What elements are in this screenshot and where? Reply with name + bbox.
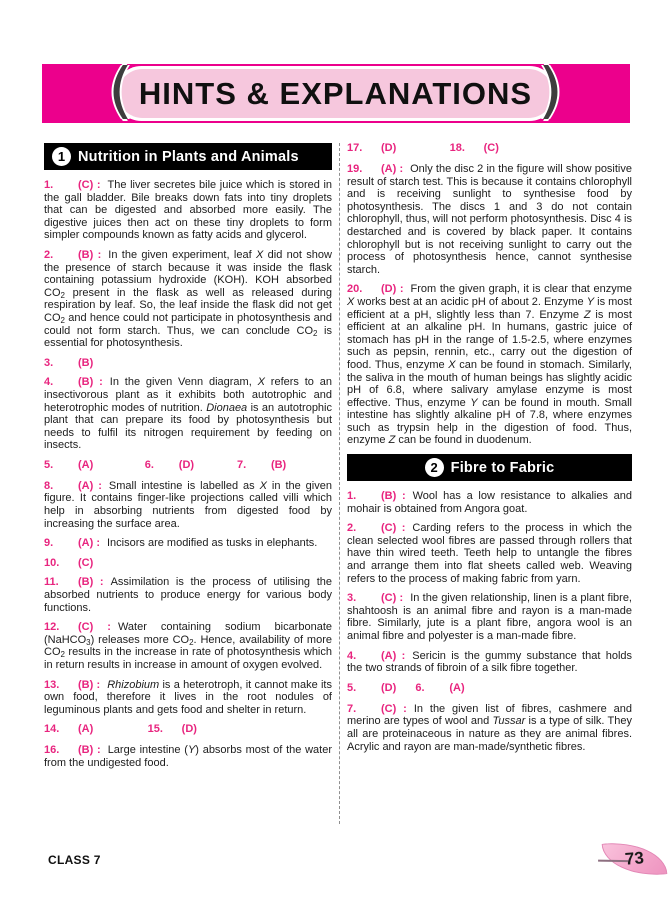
answer-cell [237, 459, 332, 472]
item-number: 20. [347, 283, 363, 296]
subscript-text: 3 [86, 637, 91, 647]
right-parenthesis-decoration: ) [538, 55, 563, 126]
answer-key: (D) [381, 142, 397, 154]
item-number: 15. [147, 723, 163, 736]
explanation-item [44, 179, 332, 242]
subscript-text: 2 [189, 637, 194, 647]
explanation-item [44, 576, 332, 614]
italic-term: X [259, 479, 267, 492]
text-run: Large intestine ( [107, 744, 188, 757]
answer-key: (A) : [78, 479, 102, 492]
page-number: 73 [624, 848, 645, 869]
text-run: Only the disc 2 in the figure will show positive result of starch test. This is because it contains chlorophyll and is receiving sunlight to synthesise food by photosynthesis. The discs 1 and 3 do not contain chlorophyll, thus, will not perform photosynthesis. Disc 4 is destarched and is covered by black paper. It contains chlorophyll but is not receiving sunlight to carry out the process of photosynthesis hence, cannot synthesise starch. [347, 163, 632, 276]
text-run: Water containing sodium bicarbonate (NaHCO [44, 621, 332, 646]
item-number: 19. [347, 163, 363, 175]
text-run: is most efficient at an alkaline pH. In humans, gastric juice of stomach has pH in the range of 1.5-2.5, where enzymes such as pepsin, rennin, etc., carry out the digestion of food. Thus, enzyme [347, 308, 632, 371]
banner-band [42, 55, 630, 126]
item-number: 4. [347, 649, 357, 662]
text-run: In the given Venn diagram, [109, 376, 258, 389]
answer-cell [44, 459, 145, 472]
answer-key: (A) [78, 458, 94, 471]
subscript-text: 2 [60, 650, 65, 660]
item-number: 6. [144, 458, 154, 471]
leaf-shape [602, 838, 668, 879]
explanation-item [347, 592, 632, 642]
left-column [44, 141, 332, 777]
answer-key: (A) [78, 723, 94, 736]
explanation-item [347, 703, 632, 753]
explanation-item [44, 537, 332, 550]
text-run: can be found in mouth. Small intestine has slightly alkaline pH of 7.8, where enzymes such as trypsin help in the digestion of food. Thus, enzyme [347, 396, 633, 447]
italic-term: Z [388, 434, 396, 447]
item-number: 5. [44, 458, 54, 471]
item-number: 10. [44, 556, 60, 569]
section-title: Nutrition in Plants and Animals [78, 148, 299, 165]
text-run: In the given list of fibres, cashmere and merino are types of wool and [347, 702, 632, 728]
answer-key: (B) [78, 356, 94, 369]
answers-row [347, 142, 632, 155]
answer-key: (A) [449, 681, 465, 694]
footer-class-label: CLASS 7 [48, 853, 101, 867]
explanation-item [44, 679, 332, 717]
explanation-item [347, 650, 632, 675]
subscript-text: 2 [60, 290, 65, 300]
text-run: In the given relationship, linen is a plant fibre, shahtoosh is an animal fibre and rayon is a man-made fibre. Similarly, jute is a plant fibre, angora wool is an animal fibre and polyester is a man-made fibre. [347, 592, 632, 642]
item-number: 7. [347, 702, 357, 715]
answer-key: (B) : [78, 678, 101, 691]
page-number-leaf [601, 837, 669, 883]
item-number: 3. [44, 356, 54, 369]
text-run: ) absorbs most of the water from the undigested food. [44, 744, 333, 769]
item-number: 2. [44, 248, 54, 261]
text-run: did not show the presence of starch because it was inside the flask containing potassium hydroxide (KOH). KOH absorbed CO [44, 248, 332, 299]
text-run: Sericin is the gummy substance that holds the two strands of fibroin of a silk fibre together. [347, 649, 633, 675]
explanation-item [44, 744, 332, 769]
text-run: . Hence, availability of more CO [44, 633, 332, 659]
subscript-text: 2 [313, 328, 318, 338]
section-header [44, 143, 332, 170]
answers-row [44, 723, 332, 736]
section-number-badge: 2 [425, 458, 444, 477]
text-run: In the given experiment, leaf [108, 248, 256, 261]
answers-row [44, 459, 332, 472]
answer-key: (C) : [78, 621, 111, 634]
item-number: 16. [44, 744, 60, 757]
explanation-item [347, 490, 632, 515]
answer-key: (A) : [381, 163, 404, 175]
italic-term: X [257, 376, 265, 389]
answer-key: (C) : [381, 592, 404, 605]
item-number: 12. [44, 621, 60, 634]
italic-term: Y [470, 396, 478, 409]
item-number: 9. [44, 537, 54, 550]
answer-key: (C) [483, 142, 499, 154]
explanation-item [347, 522, 632, 585]
explanation-item [44, 376, 332, 452]
leaf-stem-decoration [598, 859, 628, 862]
explanation-item [44, 621, 332, 671]
text-run: can be found in duodenum. [395, 434, 532, 447]
item-number: 13. [44, 678, 60, 691]
explanation-item [44, 357, 332, 370]
text-run: results in the increase in rate of photosynthesis which in return results in increase in amount of oxygen evolved. [44, 646, 332, 671]
item-number: 1. [44, 179, 54, 191]
text-run: can be found in stomach. Similarly, the saliva in the mouth of human beings has slightly acidic pH of 6.8, where salivary amylase enzyme is most effective. Thus, enzyme [347, 358, 632, 409]
answer-key: (D) [181, 723, 197, 736]
explanation-item [347, 163, 632, 276]
answer-cell [347, 682, 415, 695]
explanation-item [44, 249, 332, 350]
banner-pill-outline [114, 66, 557, 121]
answer-key: (D) [381, 681, 397, 694]
text-run: Incisors are modified as tusks in elephants. [107, 537, 318, 550]
answer-key: (B) : [78, 248, 102, 261]
answer-key: (D) [178, 458, 195, 471]
answer-cell [44, 723, 148, 736]
text-run: in the given figure. It contains finger-like projections called villi which help in absorbing nutrients from digested food by increasing the surface area. [44, 479, 332, 530]
text-run: works best at an acidic pH of about 2. Enzyme [354, 295, 587, 308]
answers-row [347, 682, 632, 695]
banner-pill [118, 69, 553, 118]
text-run: Small intestine is labelled as [108, 479, 260, 492]
item-number: 6. [415, 681, 425, 694]
text-run: refers to an insectivorous plant as it exhibits both autotrophic and heterotrophic modes of nutrition. [44, 376, 332, 414]
right-column [347, 141, 632, 760]
item-number: 1. [347, 490, 357, 503]
italic-term: Z [583, 308, 591, 321]
text-run: Carding refers to the process in which the clean selected wool fibres are passed through rollers that have thin wired teeth. Teeth help to untangle the fibres and arrange them into flat sheets called web. Weaving refers to the process of making fabric from yarn. [347, 522, 632, 585]
page-title: HINTS & EXPLANATIONS [138, 75, 533, 111]
answer-cell [347, 142, 450, 155]
answer-cell [145, 459, 237, 472]
answer-key: (B) : [381, 490, 406, 503]
answer-key: (A) : [78, 537, 100, 550]
item-number: 7. [236, 458, 247, 471]
italic-term: X [448, 358, 456, 371]
answer-key: (C) : [381, 702, 407, 715]
item-number: 5. [347, 681, 357, 694]
item-number: 3. [347, 592, 357, 605]
answer-key: (B) : [78, 376, 103, 389]
italic-term: Rhizobium [107, 678, 160, 691]
explanation-item [347, 283, 632, 447]
italic-term: X [255, 248, 264, 261]
section-number-badge: 1 [52, 147, 71, 166]
subscript-text: 2 [60, 315, 65, 325]
section-title: Fibre to Fabric [450, 459, 555, 476]
explanation-item [44, 557, 332, 570]
text-run: Assimilation is the process of utilising the absorbed nutrients to produce energy for various body functions. [44, 576, 332, 614]
two-column-layout [44, 141, 632, 824]
item-number: 2. [347, 522, 357, 535]
item-number: 11. [44, 576, 59, 589]
column-divider [339, 143, 340, 824]
answer-key: (B) : [78, 576, 104, 589]
item-number: 18. [449, 142, 465, 154]
italic-term: Tussar [492, 715, 526, 728]
left-parenthesis-decoration: ( [108, 55, 133, 126]
item-number: 14. [44, 723, 60, 736]
answer-cell [415, 682, 632, 695]
answer-key: (C) : [78, 179, 101, 191]
answer-key: (C) : [381, 522, 406, 535]
answer-cell [148, 723, 332, 736]
item-number: 8. [44, 479, 54, 492]
italic-term: Dionaea [206, 401, 248, 414]
section-header [347, 454, 632, 481]
answer-cell [450, 142, 632, 155]
answer-key: (B) : [78, 744, 101, 757]
answer-key: (D) : [381, 283, 404, 296]
item-number: 4. [44, 376, 54, 389]
answer-key: (B) [270, 458, 287, 471]
text-run: is an autotrophic plant that can prepare its food by photosynthesis but needs to fulfil its nitrogen requirement by feeding on insects. [44, 401, 332, 452]
text-run: is essential for photosynthesis. [44, 324, 332, 350]
text-run: is most efficient at a pH, slightly less than 7. Enzyme [347, 295, 632, 321]
text-run: Wool has a low resistance to alkalies and mohair is obtained from Angora goat. [347, 490, 632, 515]
text-run: present in the flask as well as released during respiration by leaf. So, the leaf inside the flask did not get CO [44, 286, 332, 324]
italic-term: Y [586, 295, 595, 308]
answer-key: (A) : [381, 649, 406, 662]
italic-term: Y [187, 744, 196, 757]
text-run: is a type of silk. They all are proteinaceous in nature as they are animal fibres. Acrylic and rayon are man-made/synthetic fibres. [347, 715, 632, 753]
explanation-item [44, 480, 332, 530]
text-run: is a heterotroph, it cannot make its own food, therefore it lives in the root nodules of leguminous plants and gets food and shelter in return. [44, 678, 332, 716]
text-run: From the given graph, it is clear that enzyme [410, 283, 632, 296]
text-run: The liver secretes bile juice which is stored in the gall bladder. Bile breaks down fats into tiny droplets that can be digested and absorbed more easily. The digestive juices then act on these tiny droplets to form simpler compounds known as fatty acids and glycerol. [44, 179, 332, 242]
text-run: and hence could not participate in photosynthesis and could not form starch. Thus, we can conclude CO [44, 311, 332, 337]
item-number: 17. [347, 142, 363, 154]
answer-key: (C) [78, 556, 94, 569]
text-run: ) releases more CO [90, 633, 190, 646]
italic-term: X [347, 295, 355, 308]
